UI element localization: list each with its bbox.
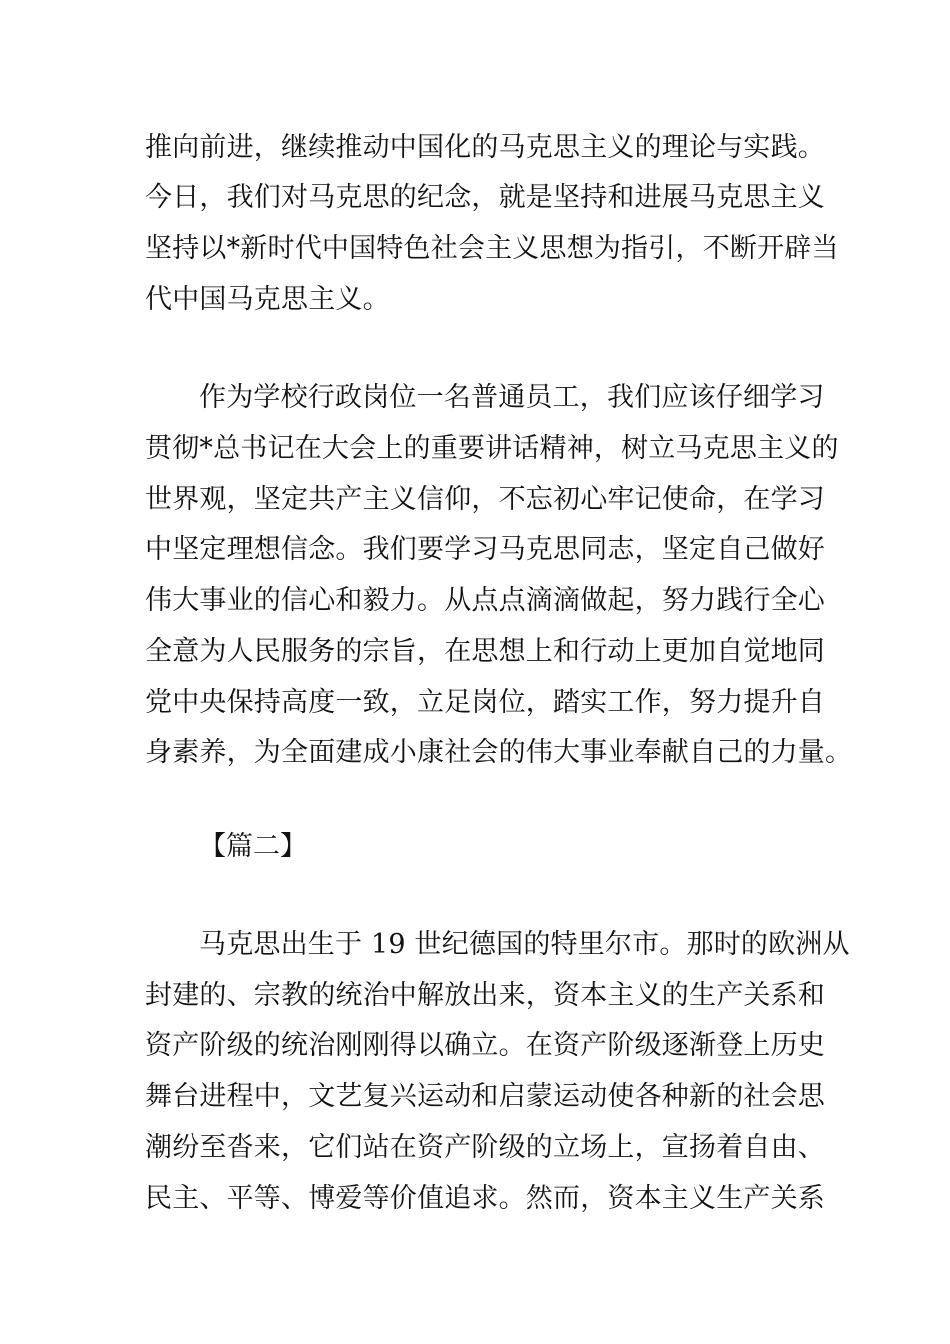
- paragraph-1-line-2: 今日，我们对马克思的纪念，就是坚持和进展马克思主义: [145, 182, 825, 213]
- paragraph-2-line-6: 全意为人民服务的宗旨，在思想上和行动上更加自觉地同: [145, 636, 825, 667]
- paragraph-2-line-1: 作为学校行政岗位一名普通员工，我们应该仔细学习: [199, 382, 825, 413]
- paragraph-2-line-4: 中坚定理想信念。我们要学习马克思同志，坚定自己做好: [145, 534, 825, 565]
- paragraph-3-line-1: 马克思出生于 19 世纪德国的特里尔市。那时的欧洲从: [199, 929, 850, 960]
- paragraph-3-line-2: 封建的、宗教的统治中解放出来，资本主义的生产关系和: [145, 980, 825, 1011]
- paragraph-3-line-4: 舞台进程中，文艺复兴运动和启蒙运动使各种新的社会思: [145, 1081, 825, 1112]
- paragraph-2-line-3: 世界观，坚定共产主义信仰，不忘初心牢记使命，在学习: [145, 484, 825, 515]
- section-heading: 【篇二】: [199, 831, 307, 862]
- paragraph-1-line-1: 推向前进，继续推动中国化的马克思主义的理论与实践。: [145, 132, 825, 163]
- paragraph-1-line-4: 代中国马克思主义。: [145, 284, 390, 315]
- paragraph-3-line-6: 民主、平等、博爱等价值追求。然而，资本主义生产关系: [145, 1183, 825, 1214]
- paragraph-2-line-5: 伟大事业的信心和毅力。从点点滴滴做起，努力践行全心: [145, 585, 825, 616]
- paragraph-1-line-3: 坚持以*新时代中国特色社会主义思想为指引，不断开辟当: [145, 233, 839, 264]
- paragraph-3-line-5: 潮纷至沓来，它们站在资产阶级的立场上，宣扬着自由、: [145, 1132, 825, 1163]
- paragraph-2-line-7: 党中央保持高度一致，立足岗位，踏实工作，努力提升自: [145, 687, 825, 718]
- paragraph-2-line-2: 贯彻*总书记在大会上的重要讲话精神，树立马克思主义的: [145, 433, 839, 464]
- paragraph-3-line-3: 资产阶级的统治刚刚得以确立。在资产阶级逐渐登上历史: [145, 1030, 825, 1061]
- paragraph-2-line-8: 身素养，为全面建成小康社会的伟大事业奉献自己的力量。: [145, 737, 853, 768]
